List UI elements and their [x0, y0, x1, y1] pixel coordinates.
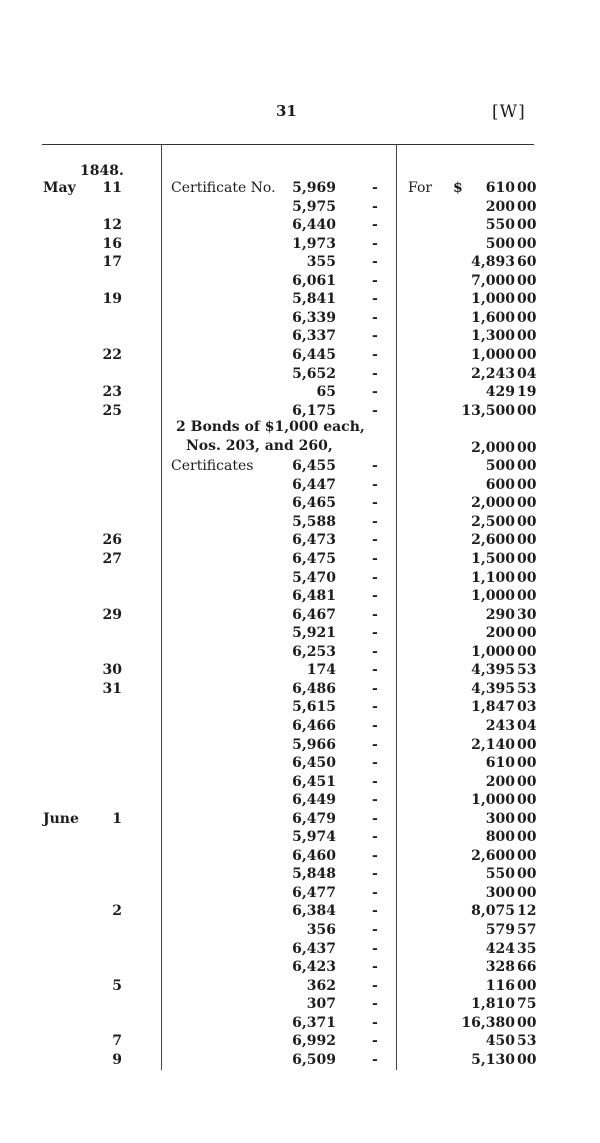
day-cell: 27: [102, 551, 122, 567]
amount-cents: 00: [517, 476, 537, 493]
amount-cents: 00: [517, 180, 537, 196]
amount-dollars: 1,100: [471, 569, 515, 586]
amount-cents: 00: [517, 625, 537, 642]
dollar-sign: $: [453, 180, 463, 196]
ledger-row: [0, 921, 600, 940]
certificate-number: 6,486: [292, 680, 336, 697]
leader-dash: -: [372, 402, 378, 419]
ledger-row: [0, 383, 600, 402]
leader-dash: -: [372, 365, 378, 382]
ledger-row: [0, 587, 600, 606]
ledger-row: [0, 847, 600, 866]
ledger-row: [0, 902, 600, 921]
leader-dash: -: [372, 736, 378, 753]
amount-dollars: 1,000: [471, 792, 515, 809]
amount-dollars: 1,810: [471, 996, 515, 1013]
leader-dash: -: [372, 476, 378, 493]
leader-dash: -: [372, 346, 378, 363]
ledger-row: [0, 977, 600, 996]
day-cell: 2: [112, 903, 122, 920]
entry-label: Certificates: [171, 458, 254, 475]
certificate-number: 6,423: [292, 959, 336, 976]
certificate-number: 6,992: [292, 1033, 336, 1050]
leader-dash: -: [372, 699, 378, 716]
amount-cents: 00: [517, 235, 537, 252]
amount-cents: 00: [517, 810, 537, 827]
ledger-row: [0, 828, 600, 847]
certificate-number: 6,509: [292, 1051, 336, 1068]
day-cell: 5: [112, 977, 122, 994]
leader-dash: -: [372, 291, 378, 308]
amount-dollars: 1,500: [471, 551, 515, 567]
amount-dollars: 328: [485, 959, 515, 976]
ledger-row: [0, 457, 600, 476]
amount-cents: 66: [517, 959, 537, 976]
page-number: 31: [276, 102, 297, 120]
amount-dollars: 1,000: [471, 291, 515, 308]
amount-dollars: 2,243: [471, 365, 515, 382]
leader-dash: -: [372, 996, 378, 1013]
amount-cents: 75: [517, 996, 537, 1013]
amount-dollars: 800: [485, 829, 515, 846]
amount-cents: 00: [517, 458, 537, 475]
day-cell: 17: [102, 254, 122, 271]
month-cell: June: [43, 810, 79, 827]
ledger-row: [0, 439, 600, 458]
ledger-row: [0, 865, 600, 884]
ledger-row: [0, 235, 600, 254]
leader-dash: -: [372, 977, 378, 994]
amount-dollars: 550: [485, 217, 515, 234]
amount-cents: 00: [517, 439, 537, 456]
amount-cents: 00: [517, 569, 537, 586]
day-cell: 26: [102, 532, 122, 549]
entry-label: Certificate No.: [171, 180, 276, 196]
ledger-row: [0, 717, 600, 736]
leader-dash: -: [372, 495, 378, 512]
amount-dollars: 200: [485, 198, 515, 215]
amount-cents: 00: [517, 198, 537, 215]
amount-cents: 00: [517, 328, 537, 345]
amount-dollars: 1,300: [471, 328, 515, 345]
certificate-number: 6,449: [292, 792, 336, 809]
certificate-number: 6,175: [292, 402, 336, 419]
leader-dash: -: [372, 755, 378, 772]
day-cell: 29: [102, 606, 122, 623]
amount-cents: 30: [517, 606, 537, 623]
certificate-number: 5,966: [292, 736, 336, 753]
amount-cents: 00: [517, 792, 537, 809]
bond-note-line-2: Nos. 203, and 260,: [186, 438, 333, 454]
ledger-row: [0, 550, 600, 569]
amount-cents: 00: [517, 773, 537, 790]
year-label: 1848.: [80, 163, 124, 179]
leader-dash: -: [372, 606, 378, 623]
amount-dollars: 2,000: [471, 495, 515, 512]
amount-dollars: 7,000: [471, 272, 515, 289]
leader-dash: -: [372, 773, 378, 790]
day-cell: 25: [102, 402, 122, 419]
amount-dollars: 1,000: [471, 346, 515, 363]
amount-dollars: 243: [485, 717, 515, 734]
amount-cents: 00: [517, 884, 537, 901]
leader-dash: -: [372, 680, 378, 697]
leader-dash: -: [372, 180, 378, 196]
ledger-row: [0, 309, 600, 328]
leader-dash: -: [372, 662, 378, 679]
leader-dash: -: [372, 198, 378, 215]
ledger-row: [0, 179, 600, 198]
amount-cents: 00: [517, 551, 537, 567]
amount-dollars: 290: [485, 606, 515, 623]
leader-dash: -: [372, 384, 378, 401]
leader-dash: -: [372, 254, 378, 271]
certificate-number: 5,969: [292, 180, 336, 196]
amount-cents: 00: [517, 309, 537, 326]
amount-dollars: 579: [485, 922, 515, 938]
ledger-row: [0, 773, 600, 792]
ledger-row: [0, 253, 600, 272]
day-cell: 12: [102, 217, 122, 234]
ledger-row: [0, 698, 600, 717]
ledger-row: [0, 940, 600, 959]
amount-cents: 53: [517, 1033, 537, 1050]
amount-cents: 00: [517, 1014, 537, 1031]
certificate-number: 6,467: [292, 606, 336, 623]
certificate-number: 6,061: [292, 272, 336, 289]
bond-note-line-1: 2 Bonds of $1,000 each,: [176, 419, 365, 435]
leader-dash: -: [372, 458, 378, 475]
ledger-row: [0, 1051, 600, 1070]
certificate-number: 6,371: [292, 1014, 336, 1031]
amount-cents: 00: [517, 346, 537, 363]
ledger-row: [0, 420, 600, 439]
leader-dash: -: [372, 922, 378, 938]
header-rule: [42, 144, 534, 145]
ledger-row: [0, 494, 600, 513]
leader-dash: -: [372, 959, 378, 976]
amount-dollars: 2,600: [471, 847, 515, 864]
amount-dollars: 1,000: [471, 588, 515, 605]
ledger-row: [0, 1014, 600, 1033]
amount-dollars: 500: [485, 235, 515, 252]
leader-dash: -: [372, 810, 378, 827]
amount-cents: 00: [517, 829, 537, 846]
amount-cents: 00: [517, 495, 537, 512]
leader-dash: -: [372, 217, 378, 234]
leader-dash: -: [372, 625, 378, 642]
certificate-number: 6,460: [292, 847, 336, 864]
certificate-number: 5,652: [292, 365, 336, 382]
ledger-row: [0, 810, 600, 829]
amount-cents: 53: [517, 680, 537, 697]
certificate-number: 356: [306, 922, 336, 938]
ledger-row: [0, 995, 600, 1014]
certificate-number: 6,447: [292, 476, 336, 493]
document-code: [W]: [492, 102, 526, 122]
ledger-row: [0, 272, 600, 291]
amount-dollars: 610: [485, 180, 515, 196]
day-cell: 1: [112, 810, 122, 827]
for-label: For: [408, 180, 433, 196]
amount-dollars: 2,000: [471, 439, 515, 456]
ledger-row: [0, 606, 600, 625]
amount-dollars: 4,395: [471, 662, 515, 679]
ledger-row: [0, 661, 600, 680]
amount-cents: 00: [517, 291, 537, 308]
amount-dollars: 1,600: [471, 309, 515, 326]
leader-dash: -: [372, 309, 378, 326]
amount-cents: 19: [517, 384, 537, 401]
amount-cents: 00: [517, 402, 537, 419]
ledger-row: [0, 198, 600, 217]
leader-dash: -: [372, 272, 378, 289]
amount-cents: 04: [517, 365, 537, 382]
certificate-number: 5,588: [292, 513, 336, 530]
amount-dollars: 200: [485, 773, 515, 790]
amount-dollars: 16,380: [461, 1014, 515, 1031]
amount-dollars: 429: [485, 384, 515, 401]
ledger-row: [0, 680, 600, 699]
leader-dash: -: [372, 1051, 378, 1068]
amount-cents: 00: [517, 272, 537, 289]
leader-dash: -: [372, 551, 378, 567]
day-cell: 19: [102, 291, 122, 308]
amount-cents: 03: [517, 699, 537, 716]
amount-cents: 60: [517, 254, 537, 271]
amount-dollars: 550: [485, 866, 515, 883]
certificate-number: 355: [306, 254, 336, 271]
certificate-number: 6,473: [292, 532, 336, 549]
certificate-number: 174: [306, 662, 336, 679]
certificate-number: 6,466: [292, 717, 336, 734]
amount-dollars: 1,000: [471, 643, 515, 660]
ledger-row: [0, 624, 600, 643]
amount-dollars: 424: [485, 940, 515, 957]
amount-cents: 00: [517, 1051, 537, 1068]
leader-dash: -: [372, 792, 378, 809]
amount-dollars: 600: [485, 476, 515, 493]
certificate-number: 6,479: [292, 810, 336, 827]
amount-dollars: 13,500: [461, 402, 515, 419]
certificate-number: 6,253: [292, 643, 336, 660]
ledger-row: [0, 643, 600, 662]
amount-dollars: 610: [485, 755, 515, 772]
amount-dollars: 300: [485, 810, 515, 827]
certificate-number: 5,921: [292, 625, 336, 642]
day-cell: 22: [102, 346, 122, 363]
day-cell: 30: [102, 662, 122, 679]
certificate-number: 1,973: [292, 235, 336, 252]
leader-dash: -: [372, 717, 378, 734]
amount-cents: 00: [517, 532, 537, 549]
certificate-number: 307: [306, 996, 336, 1013]
amount-dollars: 2,600: [471, 532, 515, 549]
certificate-number: 6,384: [292, 903, 336, 920]
ledger-row: [0, 958, 600, 977]
amount-dollars: 8,075: [471, 903, 515, 920]
amount-dollars: 450: [485, 1033, 515, 1050]
day-cell: 16: [102, 235, 122, 252]
amount-cents: 35: [517, 940, 537, 957]
certificate-number: 6,481: [292, 588, 336, 605]
certificate-number: 5,470: [292, 569, 336, 586]
certificate-number: 6,440: [292, 217, 336, 234]
leader-dash: -: [372, 847, 378, 864]
ledger-row: [0, 513, 600, 532]
amount-dollars: 4,893: [471, 254, 515, 271]
ledger-row: [0, 327, 600, 346]
amount-cents: 00: [517, 643, 537, 660]
certificate-number: 6,455: [292, 458, 336, 475]
amount-cents: 00: [517, 755, 537, 772]
month-cell: May: [43, 180, 76, 196]
amount-cents: 00: [517, 513, 537, 530]
ledger-row: [0, 365, 600, 384]
amount-dollars: 500: [485, 458, 515, 475]
amount-cents: 53: [517, 662, 537, 679]
amount-dollars: 5,130: [471, 1051, 515, 1068]
amount-cents: 00: [517, 217, 537, 234]
amount-dollars: 300: [485, 884, 515, 901]
leader-dash: -: [372, 940, 378, 957]
amount-dollars: 116: [485, 977, 515, 994]
amount-cents: 00: [517, 977, 537, 994]
amount-dollars: 1,847: [471, 699, 515, 716]
amount-dollars: 2,140: [471, 736, 515, 753]
day-cell: 7: [112, 1033, 122, 1050]
ledger-row: [0, 402, 600, 421]
certificate-number: 5,615: [292, 699, 336, 716]
leader-dash: -: [372, 1014, 378, 1031]
leader-dash: -: [372, 884, 378, 901]
certificate-number: 5,841: [292, 291, 336, 308]
leader-dash: -: [372, 513, 378, 530]
amount-cents: 00: [517, 866, 537, 883]
ledger-row: [0, 791, 600, 810]
certificate-number: 6,477: [292, 884, 336, 901]
amount-cents: 00: [517, 736, 537, 753]
certificate-number: 5,975: [292, 198, 336, 215]
certificate-number: 5,974: [292, 829, 336, 846]
amount-cents: 00: [517, 588, 537, 605]
amount-cents: 12: [517, 903, 537, 920]
amount-cents: 00: [517, 847, 537, 864]
certificate-number: 6,451: [292, 773, 336, 790]
amount-dollars: 4,395: [471, 680, 515, 697]
amount-cents: 04: [517, 717, 537, 734]
ledger-row: [0, 884, 600, 903]
ledger-row: [0, 476, 600, 495]
ledger-row: [0, 290, 600, 309]
ledger-row: [0, 346, 600, 365]
leader-dash: -: [372, 903, 378, 920]
day-cell: 11: [102, 180, 122, 196]
day-cell: 31: [102, 680, 122, 697]
amount-dollars: 2,500: [471, 513, 515, 530]
leader-dash: -: [372, 643, 378, 660]
certificate-number: 6,437: [292, 940, 336, 957]
ledger-row: [0, 754, 600, 773]
certificate-number: 65: [316, 384, 336, 401]
ledger-row: [0, 1032, 600, 1051]
certificate-number: 6,337: [292, 328, 336, 345]
ledger-row: [0, 569, 600, 588]
leader-dash: -: [372, 866, 378, 883]
certificate-number: 5,848: [292, 866, 336, 883]
leader-dash: -: [372, 569, 378, 586]
certificate-number: 6,465: [292, 495, 336, 512]
amount-cents: 57: [517, 922, 537, 938]
amount-dollars: 200: [485, 625, 515, 642]
certificate-number: 6,339: [292, 309, 336, 326]
leader-dash: -: [372, 328, 378, 345]
leader-dash: -: [372, 532, 378, 549]
certificate-number: 362: [306, 977, 336, 994]
leader-dash: -: [372, 1033, 378, 1050]
ledger-row: [0, 216, 600, 235]
leader-dash: -: [372, 829, 378, 846]
day-cell: 9: [112, 1051, 122, 1068]
leader-dash: -: [372, 588, 378, 605]
ledger-row: [0, 531, 600, 550]
ledger-row: [0, 736, 600, 755]
certificate-number: 6,475: [292, 551, 336, 567]
day-cell: 23: [102, 384, 122, 401]
certificate-number: 6,445: [292, 346, 336, 363]
certificate-number: 6,450: [292, 755, 336, 772]
leader-dash: -: [372, 235, 378, 252]
